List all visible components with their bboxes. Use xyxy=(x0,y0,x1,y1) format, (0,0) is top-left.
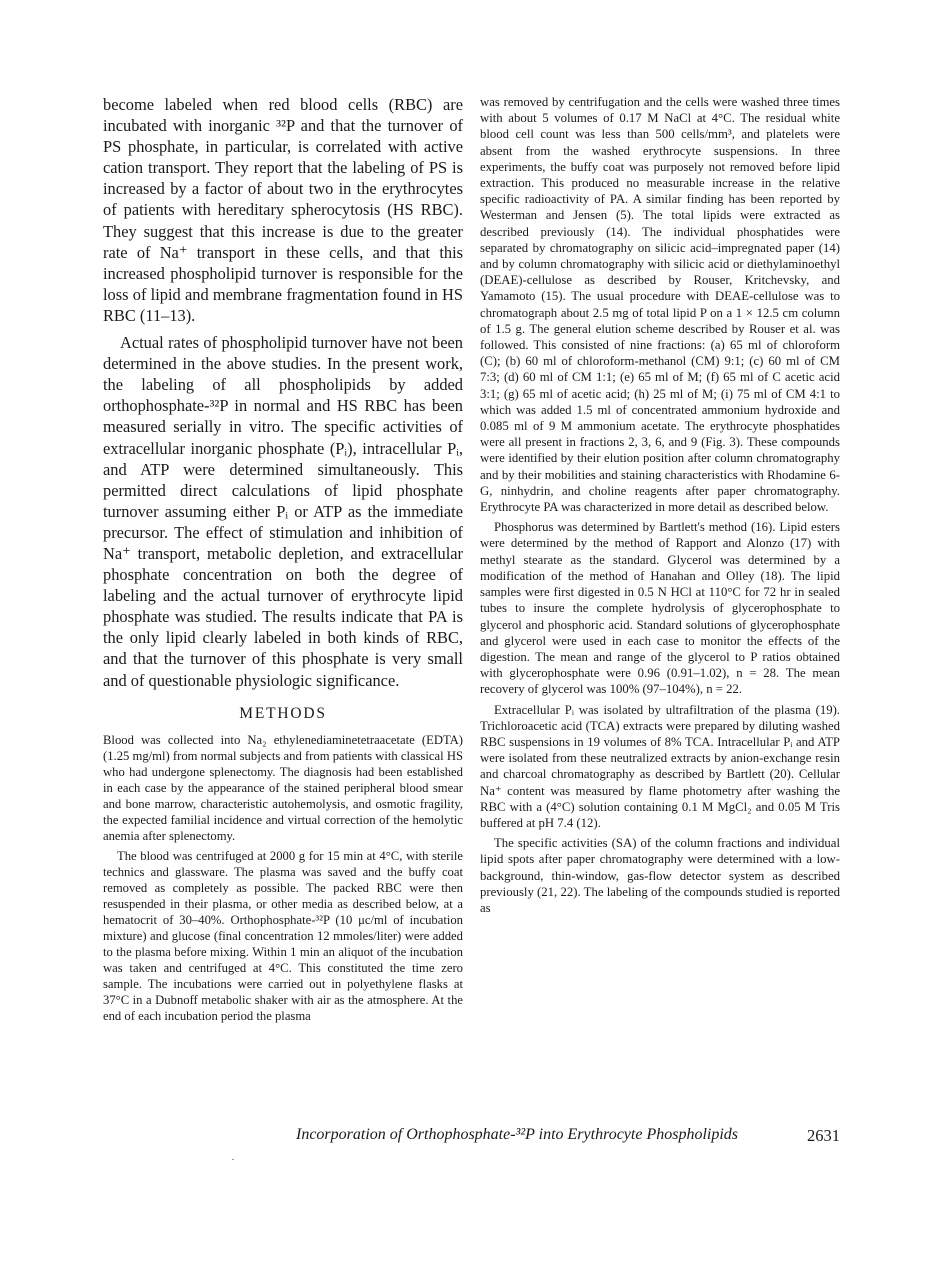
left-column xyxy=(103,94,463,1024)
methods-text xyxy=(103,732,463,1025)
introduction-text xyxy=(103,94,463,691)
running-title: Incorporation of Orthophosphate-³²P into Erythrocyte Phospholipids xyxy=(296,1126,739,1143)
right-column xyxy=(480,94,840,916)
methods-paragraph-1: Blood was collected into Na₂ ethylenediaminetetraacetate (EDTA) (1.25 mg/ml) from normal subjects and from patients with classical HS who had undergone splenectomy. The diagnosis had been established in each case by the appearance of the stained peripheral blood smear and bone marrow, characteristic autohemolysis, and osmotic fragility, the expected familial incidence and virtual correction of the hemolytic anemia after splenectomy. xyxy=(103,732,463,843)
methods-heading: METHODS xyxy=(239,704,327,722)
right-paragraph-1: was removed by centrifugation and the cells were washed three times with about 5 volumes of 0.17 M NaCl at 4°C. The residual white blood cell count was less than 500 cells/mm³, and platelets were absent from the washed erythrocyte suspensions. In three experiments, the buffy coat was purposely not removed before lipid extraction. This produced no measurable increase in the relative specific radioactivity of PA. A similar finding has been reported by Westerman and Jensen (5). The total lipids were extracted as described previously (14). The individual phosphatides were separated by chromatography on silicic acid–impregnated paper (14) and by column chromatography with silicic acid or diethylaminoethyl (DEAE)-cellulose as described by Rouser, Kritchevsky, and Yamamoto (15). The usual procedure with DEAE-cellulose was to chromatograph about 2.5 mg of total lipid P on a 1 × 12.5 cm column of 1.5 g. The general elution scheme described by Rouser et al. was followed. This consisted of nine fractions: (a) 65 ml of chloroform (C); (b) 60 ml of chloroform-methanol (CM) 9:1; (c) 60 ml of CM 7:3; (d) 60 ml of CM 1:1; (e) 65 ml of M; (f) 65 ml of C acetic acid 3:1; (g) 65 ml of acetic acid; (h) 25 ml of M; (i) 75 ml of CM 4:1 to which was added 1.5 ml of concentrated ammonium hydroxide and 0.085 ml of 9 M ammonium acetate. The erythrocyte phosphatides were all present in fractions 2, 3, 6, and 9 (Fig. 3). These compounds were identified by their elution position after column chromatography and by their mobilities and staining characteristics with Rhodamine 6-G, ninhydrin, and choline reagents after paper chromatography. Erythrocyte PA was characterized in more detail as described below. xyxy=(480,95,840,515)
methods-paragraph-2: The blood was centrifuged at 2000 g for 15 min at 4°C, with sterile technics and glassware. The plasma was saved and the buffy coat removed as completely as possible. The packed RBC were then resuspended in their plasma, or other media as described below, at a hematocrit of 30–40%. Orthophosphate-³²P (10 μc/ml of incubation mixture) and glucose (final concentration 12 mmoles/liter) were added to the plasma before mixing. Within 1 min an aliquot of the incubation was taken and centrifuged at 4°C. This constituted the time zero sample. The incubations were carried out in polyethylene flasks at 37°C in a Dubnoff metabolic shaker with air as the atmosphere. At the end of each incubation period the plasma xyxy=(103,848,463,1024)
page-number: 2631 xyxy=(807,1126,840,1145)
right-paragraph-3: Extracellular Pᵢ was isolated by ultrafiltration of the plasma (19). Trichloroacetic acid (TCA) extracts were prepared by diluting washed RBC suspensions in 19 volumes of 8% TCA. Intracellular Pᵢ and ATP were isolated from these neutralized extracts by anion-exchange resin and charcoal chromatography as described by Bartlett (20). Cellular Na⁺ content was measured by flame photometry after washing the RBC with a (4°C) solution containing 0.1 M MgCl₂ and 0.05 M Tris buffered at pH 7.4 (12). xyxy=(480,702,840,830)
page-footer xyxy=(296,1126,840,1146)
right-paragraph-2: Phosphorus was determined by Bartlett's method (16). Lipid esters were determined by the method of Rapport and Alonzo (17) with methyl stearate as the standard. Glycerol was determined by a modification of the method of Hanahan and Olley (18). The lipid samples were first digested in 0.5 N HCl at 110°C for 72 hr in sealed tubes to insure the complete hydrolysis of glycerophosphate to glycerol and phosphoric acid. Standard solutions of glycerophosphate and glycerol were used in each case to monitor the effects of the digestion. The mean and range of the glycerol to P ratios obtained with glycerophosphate were 0.96 (0.91–1.02), n = 28. The mean recovery of glycerol was 100% (97–104%), n = 22. xyxy=(480,520,840,697)
right-paragraph-4: The specific activities (SA) of the column fractions and individual lipid spots after paper chromatography were determined with a low-background, thin-window, gas-flow detector system as described previously (21, 22). The labeling of the compounds studied is reported as xyxy=(480,836,840,915)
intro-paragraph-1: become labeled when red blood cells (RBC) are incubated with inorganic ³²P and that the turnover of PS phosphate, in particular, is correlated with active cation transport. They report that the labeling of PS is increased by a factor of about two in the erythrocytes of patients with hereditary spherocytosis (HS RBC). They suggest that this increase is due to the greater rate of Na⁺ transport in these cells, and that this increased phospholipid turnover is responsible for the loss of lipid and membrane fragmentation found in HS RBC (11–13). xyxy=(103,95,463,325)
scan-speck xyxy=(232,1159,234,1160)
intro-paragraph-2: Actual rates of phospholipid turnover have not been determined in the above studies. In the present work, the labeling of all phospholipids by added orthophosphate-³²P in normal and HS RBC has been measured serially in vitro. The specific activities of extracellular inorganic phosphate (Pᵢ), intracellular Pᵢ, and ATP were determined simultaneously. This permitted direct calculations of lipid phosphate turnover assuming either Pᵢ or ATP as the immediate precursor. The effect of stimulation and inhibition of Na⁺ transport, metabolic depletion, and extracellular phosphate concentration on both the degree of labeling and the actual turnover of erythrocyte lipid phosphate was studied. The results indicate that PA is the only lipid clearly labeled in both kinds of RBC, and that the turnover of this phosphate is very small and of questionable physiologic significance. xyxy=(103,333,463,690)
